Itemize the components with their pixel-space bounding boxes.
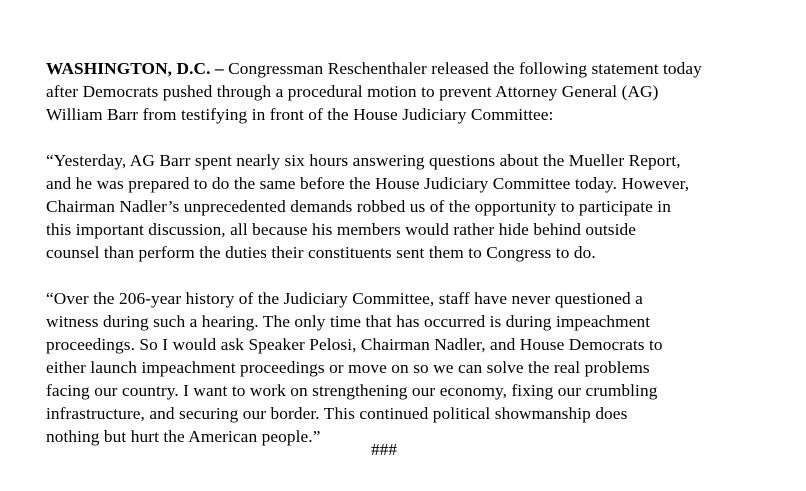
quote-line: facing our country. I want to work on strengthening our economy, fixing our crumbling bbox=[46, 381, 658, 400]
dateline: WASHINGTON, D.C. – bbox=[46, 59, 224, 78]
quote-line: nothing but hurt the American people.” bbox=[46, 427, 321, 446]
quote-line: Chairman Nadler’s unprecedented demands robbed us of the opportunity to participate in bbox=[46, 197, 671, 216]
quote-line: counsel than perform the duties their constituents sent them to Congress to do. bbox=[46, 243, 596, 262]
quote-line: “Yesterday, AG Barr spent nearly six hours answering questions about the Mueller Report, bbox=[46, 151, 681, 170]
intro-line: after Democrats pushed through a procedural motion to prevent Attorney General (AG) bbox=[46, 82, 659, 101]
intro-line: Congressman Reschenthaler released the following statement today bbox=[223, 59, 702, 78]
intro-paragraph bbox=[46, 57, 770, 126]
end-mark: ### bbox=[371, 440, 397, 459]
quote-line: witness during such a hearing. The only time that has occurred is during impeachment bbox=[46, 312, 651, 331]
quote-line: either launch impeachment proceedings or move on so we can solve the real problems bbox=[46, 358, 650, 377]
quote-paragraph-1 bbox=[46, 149, 770, 264]
quote-line: proceedings. So I would ask Speaker Pelosi, Chairman Nadler, and House Democrats to bbox=[46, 335, 663, 354]
press-release-body bbox=[46, 57, 770, 471]
quote-line: “Over the 206-year history of the Judiciary Committee, staff have never questioned a bbox=[46, 289, 643, 308]
intro-line: William Barr from testifying in front of the House Judiciary Committee: bbox=[46, 105, 554, 124]
quote-line: infrastructure, and securing our border. This continued political showmanship does bbox=[46, 404, 628, 423]
quote-line: and he was prepared to do the same before the House Judiciary Committee today. However, bbox=[46, 174, 690, 193]
quote-line: this important discussion, all because his members would rather hide behind outside bbox=[46, 220, 636, 239]
quote-paragraph-2 bbox=[46, 287, 770, 448]
